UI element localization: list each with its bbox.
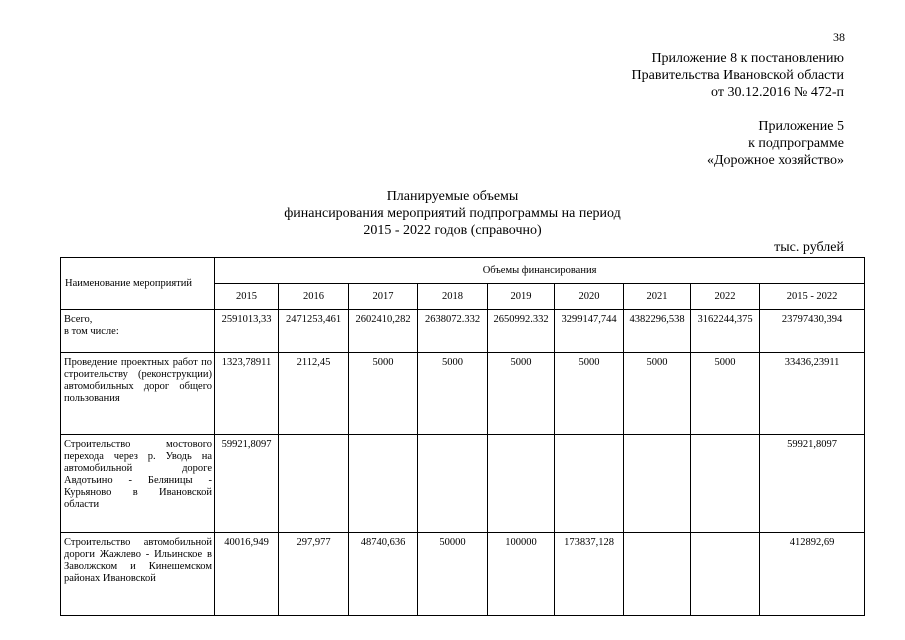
- year-header: 2022: [691, 284, 760, 310]
- value-cell: [349, 435, 418, 533]
- table-row-total: [61, 310, 865, 353]
- value-cell: 2650992.332: [488, 310, 555, 353]
- total-cell: 33436,23911: [760, 353, 865, 435]
- value-cell: [624, 435, 691, 533]
- value-cell: 50000: [418, 533, 488, 616]
- value-cell: 100000: [488, 533, 555, 616]
- appendix-sub-line: к подпрограмме: [748, 136, 844, 151]
- appendix-main-line: от 30.12.2016 № 472-п: [711, 85, 844, 100]
- appendix-main-line: Правительства Ивановской области: [631, 68, 844, 83]
- row-name: Проведение проектных работ по строительству (реконструкции) автомобильных дорог общего пользования: [61, 353, 215, 435]
- year-header: 2015: [215, 284, 279, 310]
- table-row: [61, 435, 865, 533]
- value-cell: 5000: [418, 353, 488, 435]
- document-title: [0, 188, 905, 239]
- appendix-sub-line: «Дорожное хозяйство»: [706, 153, 844, 168]
- total-period-header: 2015 - 2022: [760, 284, 865, 310]
- total-cell: 59921,8097: [760, 435, 865, 533]
- year-header: 2016: [279, 284, 349, 310]
- table-row: [61, 353, 865, 435]
- value-cell: 1323,78911: [215, 353, 279, 435]
- value-cell: 5000: [349, 353, 418, 435]
- title-line: финансирования мероприятий подпрограммы на период: [284, 206, 621, 221]
- row-name: Строительство автомобильной дороги Жажлево - Ильинское в Заволжском и Кинешемском районах Ивановской: [61, 533, 215, 616]
- value-cell: 4382296,538: [624, 310, 691, 353]
- value-cell: 2471253,461: [279, 310, 349, 353]
- title-line: Планируемые объемы: [386, 189, 519, 204]
- value-cell: [488, 435, 555, 533]
- table-row: [61, 533, 865, 616]
- value-cell: 173837,128: [555, 533, 624, 616]
- value-cell: [691, 533, 760, 616]
- value-cell: 59921,8097: [215, 435, 279, 533]
- appendix-main-line: Приложение 8 к постановлению: [651, 51, 844, 66]
- title-line: 2015 - 2022 годов (справочно): [363, 223, 542, 238]
- value-cell: 5000: [624, 353, 691, 435]
- value-cell: 5000: [555, 353, 624, 435]
- value-cell: 3162244,375: [691, 310, 760, 353]
- total-cell: 23797430,394: [760, 310, 865, 353]
- value-cell: [418, 435, 488, 533]
- year-header: 2018: [418, 284, 488, 310]
- year-header: 2019: [488, 284, 555, 310]
- appendix-sub-line: Приложение 5: [758, 119, 844, 134]
- value-cell: 2602410,282: [349, 310, 418, 353]
- value-cell: 2638072.332: [418, 310, 488, 353]
- total-cell: 412892,69: [760, 533, 865, 616]
- value-cell: [691, 435, 760, 533]
- year-header: 2017: [349, 284, 418, 310]
- appendix-main-block: [632, 50, 844, 101]
- value-cell: 2591013,33: [215, 310, 279, 353]
- value-cell: [624, 533, 691, 616]
- value-cell: 48740,636: [349, 533, 418, 616]
- value-cell: 2112,45: [279, 353, 349, 435]
- row-name: Строительство мостового перехода через р. Уводь на автомобильной дороге Авдотьино - Беляницы - Курьяново в Ивановской области: [61, 435, 215, 533]
- table-header-row: [61, 258, 865, 284]
- value-cell: [279, 435, 349, 533]
- appendix-sub-block: [707, 118, 844, 169]
- value-cell: 3299147,744: [555, 310, 624, 353]
- row-name: Всего, в том числе:: [61, 310, 215, 353]
- year-header: 2021: [624, 284, 691, 310]
- units-label: тыс. рублей: [774, 240, 844, 255]
- page-number: 38: [833, 30, 845, 44]
- value-cell: 5000: [691, 353, 760, 435]
- year-header: 2020: [555, 284, 624, 310]
- name-column-header: Наименование мероприятий: [61, 258, 215, 310]
- value-cell: 297,977: [279, 533, 349, 616]
- financing-group-header: Объемы финансирования: [215, 258, 865, 284]
- value-cell: 5000: [488, 353, 555, 435]
- value-cell: 40016,949: [215, 533, 279, 616]
- value-cell: [555, 435, 624, 533]
- financing-table: [60, 257, 865, 616]
